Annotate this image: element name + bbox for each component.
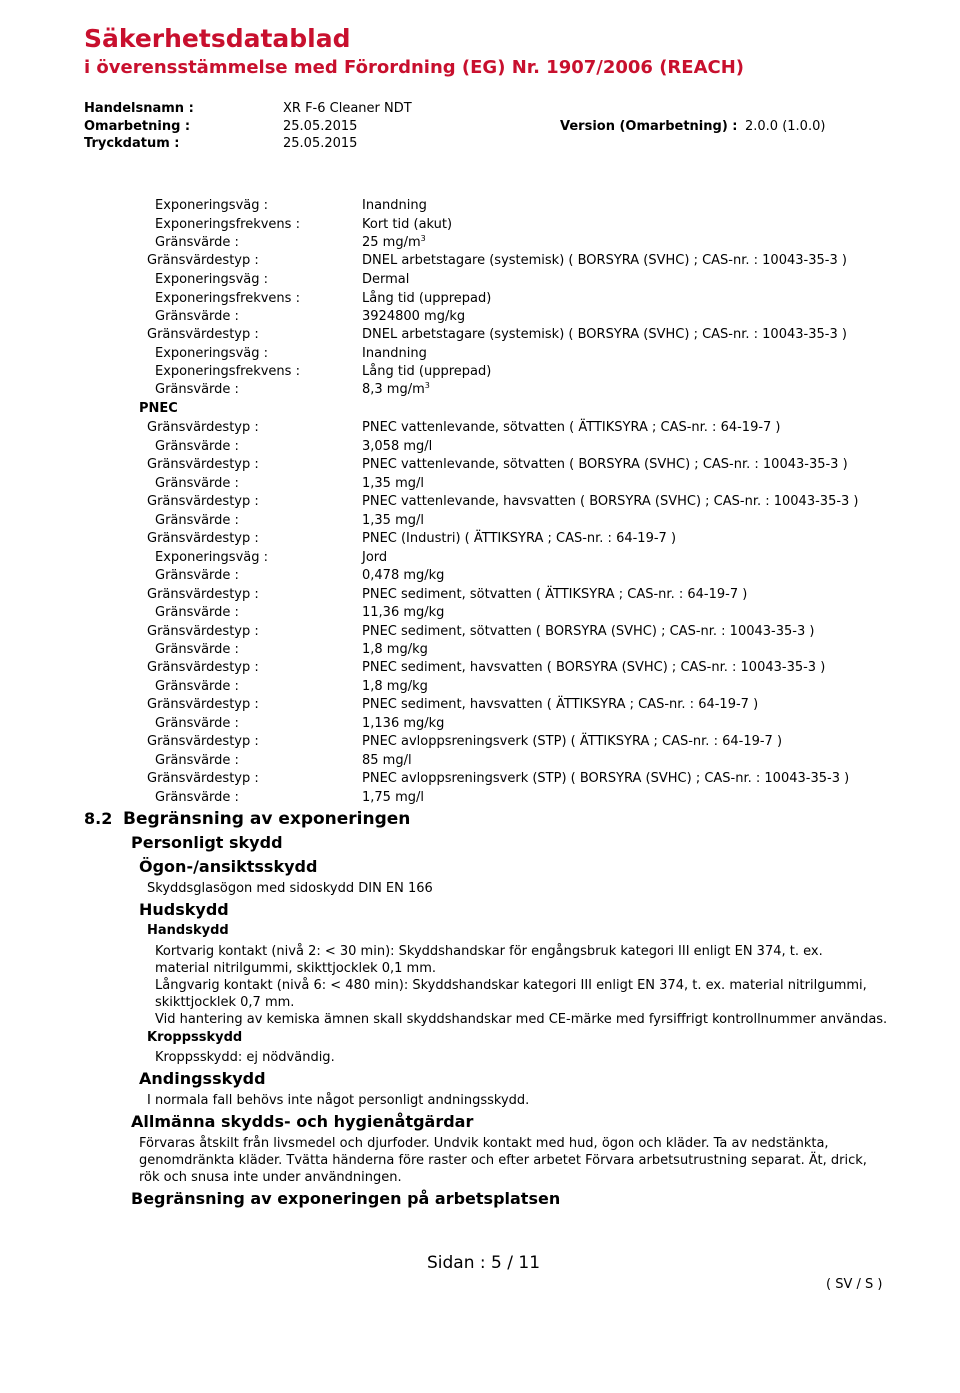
table-row: Gränsvärde : 1,75 mg/l [155, 790, 424, 805]
eye-protection-heading: Ögon-/ansiktsskydd [139, 857, 318, 876]
body-protection-heading: Kroppsskydd [147, 1030, 243, 1045]
workplace-exposure-heading: Begränsning av exponeringen på arbetsplatsen [131, 1189, 561, 1208]
table-row: Gränsvärdestyp : PNEC avloppsreningsverk (STP) ( ÄTTIKSYRA ; CAS-nr. : 64-19-7 ) [147, 734, 783, 749]
revised-label: Omarbetning : [84, 119, 191, 134]
table-row: Gränsvärdestyp : PNEC vattenlevande, sötvatten ( ÄTTIKSYRA ; CAS-nr. : 64-19-7 ) [147, 420, 781, 435]
hygiene-text: Förvaras åtskilt från livsmedel och djurfoder. Undvik kontakt med hud, ögon och kläder. Ta av nedstänkta, genomdränkta kläder. Tvätta händerna före raster och efter arbetet Förvara arbetsutrustning separat. Ät, drick, rök och snusa inte under användningen. [139, 1136, 867, 1185]
table-row: Gränsvärde : 1,8 mg/kg [155, 679, 428, 694]
print-date-label: Tryckdatum : [84, 136, 180, 151]
table-row: Gränsvärdestyp : PNEC sediment, sötvatten ( ÄTTIKSYRA ; CAS-nr. : 64-19-7 ) [147, 587, 748, 602]
skin-protection-heading: Hudskydd [139, 900, 229, 919]
table-row: Gränsvärde : 85 mg/l [155, 753, 412, 768]
table-row: Exponeringsväg : Inandning [155, 346, 427, 361]
eye-protection-text: Skyddsglasögon med sidoskydd DIN EN 166 [147, 881, 433, 896]
table-row: Gränsvärdestyp : PNEC avloppsreningsverk (STP) ( BORSYRA (SVHC) ; CAS-nr. : 10043-35-3 ) [147, 771, 850, 786]
table-row: Gränsvärdestyp : PNEC (Industri) ( ÄTTIKSYRA ; CAS-nr. : 64-19-7 ) [147, 531, 677, 546]
respiratory-protection-heading: Andingsskydd [139, 1069, 266, 1088]
document-title: Säkerhetsdatablad [84, 24, 351, 53]
trade-name-label: Handelsnamn : [84, 101, 194, 116]
pnec-heading: PNEC [139, 401, 178, 416]
document-subtitle: i överensstämmelse med Förordning (EG) Nr. 1907/2006 (REACH) [84, 57, 745, 78]
table-row: Gränsvärdestyp : DNEL arbetstagare (systemisk) ( BORSYRA (SVHC) ; CAS-nr. : 10043-35-3 ) [147, 327, 847, 342]
personal-protection-heading: Personligt skydd [131, 833, 283, 852]
version-label: Version (Omarbetning) : [560, 119, 738, 134]
section-number: 8.2 [84, 809, 113, 828]
trade-name-value: XR F-6 Cleaner NDT [283, 101, 412, 116]
version-value: 2.0.0 (1.0.0) [745, 119, 826, 134]
table-row: Exponeringsfrekvens : Lång tid (upprepad) [155, 364, 492, 379]
section-title: Begränsning av exponeringen [123, 809, 411, 829]
print-date-value: 25.05.2015 [283, 136, 358, 151]
table-row: Gränsvärdestyp : PNEC vattenlevande, havsvatten ( BORSYRA (SVHC) ; CAS-nr. : 10043-35-3 ) [147, 494, 859, 509]
table-row: Gränsvärde : 25 $mg/m^3$ [155, 234, 426, 250]
hand-protection-heading: Handskydd [147, 923, 229, 938]
table-row: Exponeringsfrekvens : Kort tid (akut) [155, 217, 453, 232]
respiratory-protection-text: I normala fall behövs inte något personligt andningsskydd. [147, 1093, 530, 1108]
hand-protection-text-2: Långvarig kontakt (nivå 6: < 480 min): Skyddshandskar kategori III enligt EN 374, t. ex. material nitrilgummi, skikttjocklek 0,7 mm. [155, 978, 867, 1010]
table-row: Gränsvärdestyp : PNEC sediment, sötvatten ( BORSYRA (SVHC) ; CAS-nr. : 10043-35-3 ) [147, 624, 815, 639]
hygiene-heading: Allmänna skydds- och hygienåtgärdar [131, 1112, 474, 1131]
revised-value: 25.05.2015 [283, 119, 358, 134]
table-row: Gränsvärdestyp : PNEC sediment, havsvatten ( ÄTTIKSYRA ; CAS-nr. : 64-19-7 ) [147, 697, 759, 712]
table-row: Gränsvärde : 3,058 mg/l [155, 439, 433, 454]
table-row: Exponeringsfrekvens : Lång tid (upprepad) [155, 291, 492, 306]
table-row: Gränsvärde : 0,478 mg/kg [155, 568, 445, 583]
table-row: Gränsvärde : 11,36 mg/kg [155, 605, 445, 620]
page-number: Sidan : 5 / 11 [427, 1253, 541, 1273]
table-row: Gränsvärde : 3924800 mg/kg [155, 309, 466, 324]
hand-protection-text-1: Kortvarig kontakt (nivå 2: < 30 min): Skyddshandskar för engångsbruk kategori III enligt EN 374, t. ex. material nitrilgummi, skikttjocklek 0,1 mm. [155, 944, 823, 976]
body-protection-text: Kroppsskydd: ej nödvändig. [155, 1050, 335, 1065]
table-row: Gränsvärdestyp : DNEL arbetstagare (systemisk) ( BORSYRA (SVHC) ; CAS-nr. : 10043-35-3 ) [147, 253, 847, 268]
table-row: Gränsvärde : 1,35 mg/l [155, 476, 424, 491]
table-row: Exponeringsväg : Inandning [155, 198, 427, 213]
table-row: Gränsvärdestyp : PNEC sediment, havsvatten ( BORSYRA (SVHC) ; CAS-nr. : 10043-35-3 ) [147, 660, 826, 675]
table-row: Gränsvärde : 1,8 mg/kg [155, 642, 428, 657]
table-row: Gränsvärde : 8,3 $mg/m^3$ [155, 381, 430, 397]
table-row: Gränsvärdestyp : PNEC vattenlevande, sötvatten ( BORSYRA (SVHC) ; CAS-nr. : 10043-35-3 ) [147, 457, 848, 472]
table-row: Gränsvärde : 1,136 mg/kg [155, 716, 445, 731]
hand-protection-text-3: Vid hantering av kemiska ämnen skall skyddshandskar med CE-märke med fyrsiffrigt kontrollnummer användas. [155, 1012, 888, 1027]
language-code: ( SV / S ) [826, 1277, 883, 1292]
table-row: Gränsvärde : 1,35 mg/l [155, 513, 424, 528]
table-row: Exponeringsväg : Jord [155, 550, 388, 565]
table-row: Exponeringsväg : Dermal [155, 272, 410, 287]
